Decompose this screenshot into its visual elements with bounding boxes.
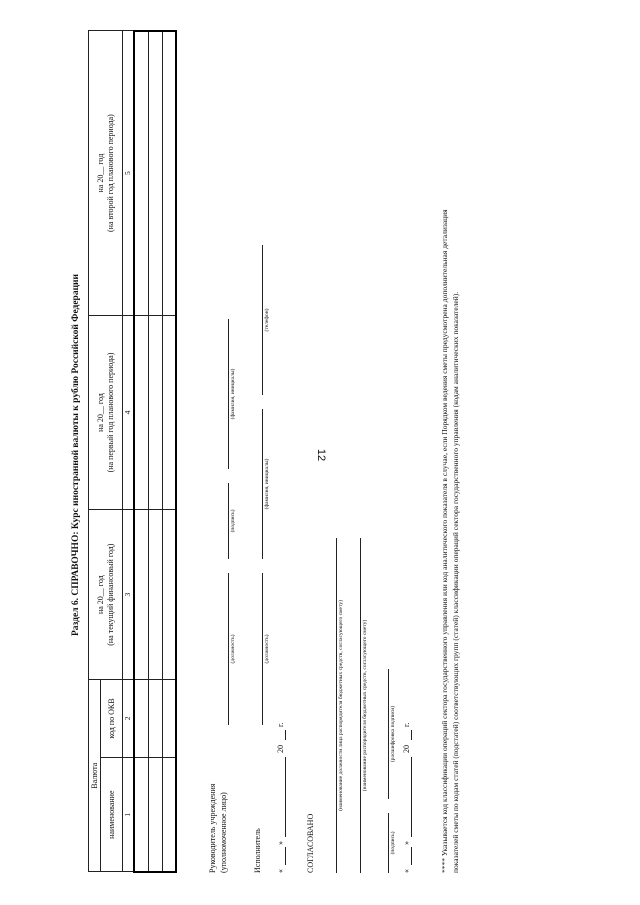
currency-header: Валюта bbox=[89, 680, 101, 873]
data-cell[interactable] bbox=[148, 757, 162, 872]
head-name-line[interactable] bbox=[228, 319, 229, 469]
executor-date-close: » bbox=[276, 841, 285, 845]
column-name-header: наименование bbox=[101, 757, 123, 872]
data-cell[interactable] bbox=[134, 757, 148, 872]
head-signature-caption: (подпись) bbox=[230, 509, 236, 533]
approval-position-line[interactable] bbox=[336, 538, 337, 873]
approval-signature-caption: (подпись) bbox=[390, 831, 396, 855]
approval-year-suffix: г. bbox=[402, 722, 411, 727]
footnote-line-1: **** Указывается код классификации операций сектора государственного управления или код аналитического показателя в случае, если Порядком ведения сметы предусмотрена дополнительная детализация bbox=[440, 209, 449, 873]
data-cell[interactable] bbox=[134, 315, 148, 510]
rotated-sheet bbox=[0, 5, 540, 905]
approval-date-open: « bbox=[402, 869, 411, 873]
approval-position-caption: (наименование должности лица распорядителя бюджетных средств, согласующего смету) bbox=[338, 600, 344, 811]
section-title: Раздел 6. СПРАВОЧНО: Курс иностранной валюты к рублю Российской Федерации bbox=[71, 273, 81, 637]
executor-phone-caption: (телефон) bbox=[264, 308, 270, 332]
executor-year-suffix: г. bbox=[276, 722, 285, 727]
page-number: 12 bbox=[315, 448, 327, 462]
header-year-current bbox=[89, 510, 123, 680]
data-cell[interactable] bbox=[162, 315, 176, 510]
approval-signature-line[interactable] bbox=[388, 813, 389, 873]
executor-phone-line[interactable] bbox=[262, 245, 263, 395]
executor-name-line[interactable] bbox=[262, 409, 263, 559]
data-cell[interactable] bbox=[162, 510, 176, 680]
executor-day-line[interactable] bbox=[285, 847, 286, 865]
currency-rate-table bbox=[88, 30, 177, 873]
approval-decode-caption: (расшифровка подписи) bbox=[390, 705, 396, 763]
executor-position-line[interactable] bbox=[262, 573, 263, 725]
approval-year-line[interactable] bbox=[411, 730, 412, 740]
footnote-line-2: показателей сметы по кодам статей (подстатей) соответствующих групп (статей) классификации операций сектора государственного управления (кодам аналитических показателей). bbox=[451, 291, 460, 873]
approval-distributor-caption: (наименование распорядителя бюджетных средств, согласующего смету) bbox=[362, 619, 368, 792]
executor-year-line[interactable] bbox=[285, 730, 286, 740]
column-okv-header: код по ОКВ bbox=[101, 680, 123, 758]
year-current-label: на 20__ год bbox=[95, 575, 105, 615]
approval-year: 20 bbox=[402, 745, 411, 753]
executor-year: 20 bbox=[276, 745, 285, 753]
year-second-note: (на второй год планового периода) bbox=[105, 114, 115, 232]
column-number-5: 5 bbox=[123, 31, 135, 315]
data-cell[interactable] bbox=[148, 510, 162, 680]
column-number-2: 2 bbox=[123, 680, 135, 758]
header-year-second bbox=[89, 31, 123, 315]
data-cell[interactable] bbox=[162, 31, 176, 315]
column-number-4: 4 bbox=[123, 315, 135, 510]
column-number-3: 3 bbox=[123, 510, 135, 680]
approval-decode-line[interactable] bbox=[388, 669, 389, 799]
data-cell[interactable] bbox=[134, 31, 148, 315]
year-first-note: (на первый год планового периода) bbox=[105, 352, 115, 473]
head-name-caption: (фамилия, инициалы) bbox=[230, 368, 236, 420]
approval-month-line[interactable] bbox=[411, 757, 412, 837]
year-second-label: на 20__ год bbox=[95, 153, 105, 193]
approval-date-close: » bbox=[402, 841, 411, 845]
data-cell[interactable] bbox=[148, 31, 162, 315]
column-number-1: 1 bbox=[123, 757, 135, 872]
approval-day-line[interactable] bbox=[411, 847, 412, 865]
head-position-caption: (должность) bbox=[230, 634, 236, 664]
head-sublabel: (уполномоченное лицо) bbox=[219, 792, 228, 873]
year-first-label: на 20__ год bbox=[95, 393, 105, 432]
data-cell[interactable] bbox=[162, 757, 176, 872]
executor-position-caption: (должность) bbox=[264, 634, 270, 664]
head-signature-line[interactable] bbox=[228, 483, 229, 559]
approval-label: СОГЛАСОВАНО bbox=[306, 813, 315, 873]
data-cell[interactable] bbox=[148, 315, 162, 510]
data-cell[interactable] bbox=[162, 680, 176, 758]
year-current-note: (на текущий финансовый год) bbox=[105, 543, 115, 646]
header-year-first bbox=[89, 315, 123, 510]
head-label: Руководитель учреждения bbox=[208, 783, 217, 873]
executor-date-open: « bbox=[276, 869, 285, 873]
executor-month-line[interactable] bbox=[285, 757, 286, 837]
executor-name-caption: (фамилия, инициалы) bbox=[264, 458, 270, 510]
data-cell[interactable] bbox=[134, 680, 148, 758]
data-cell[interactable] bbox=[148, 680, 162, 758]
executor-label: Исполнитель bbox=[253, 828, 262, 873]
head-position-line[interactable] bbox=[228, 573, 229, 725]
approval-distributor-line[interactable] bbox=[360, 538, 361, 873]
data-cell[interactable] bbox=[134, 510, 148, 680]
